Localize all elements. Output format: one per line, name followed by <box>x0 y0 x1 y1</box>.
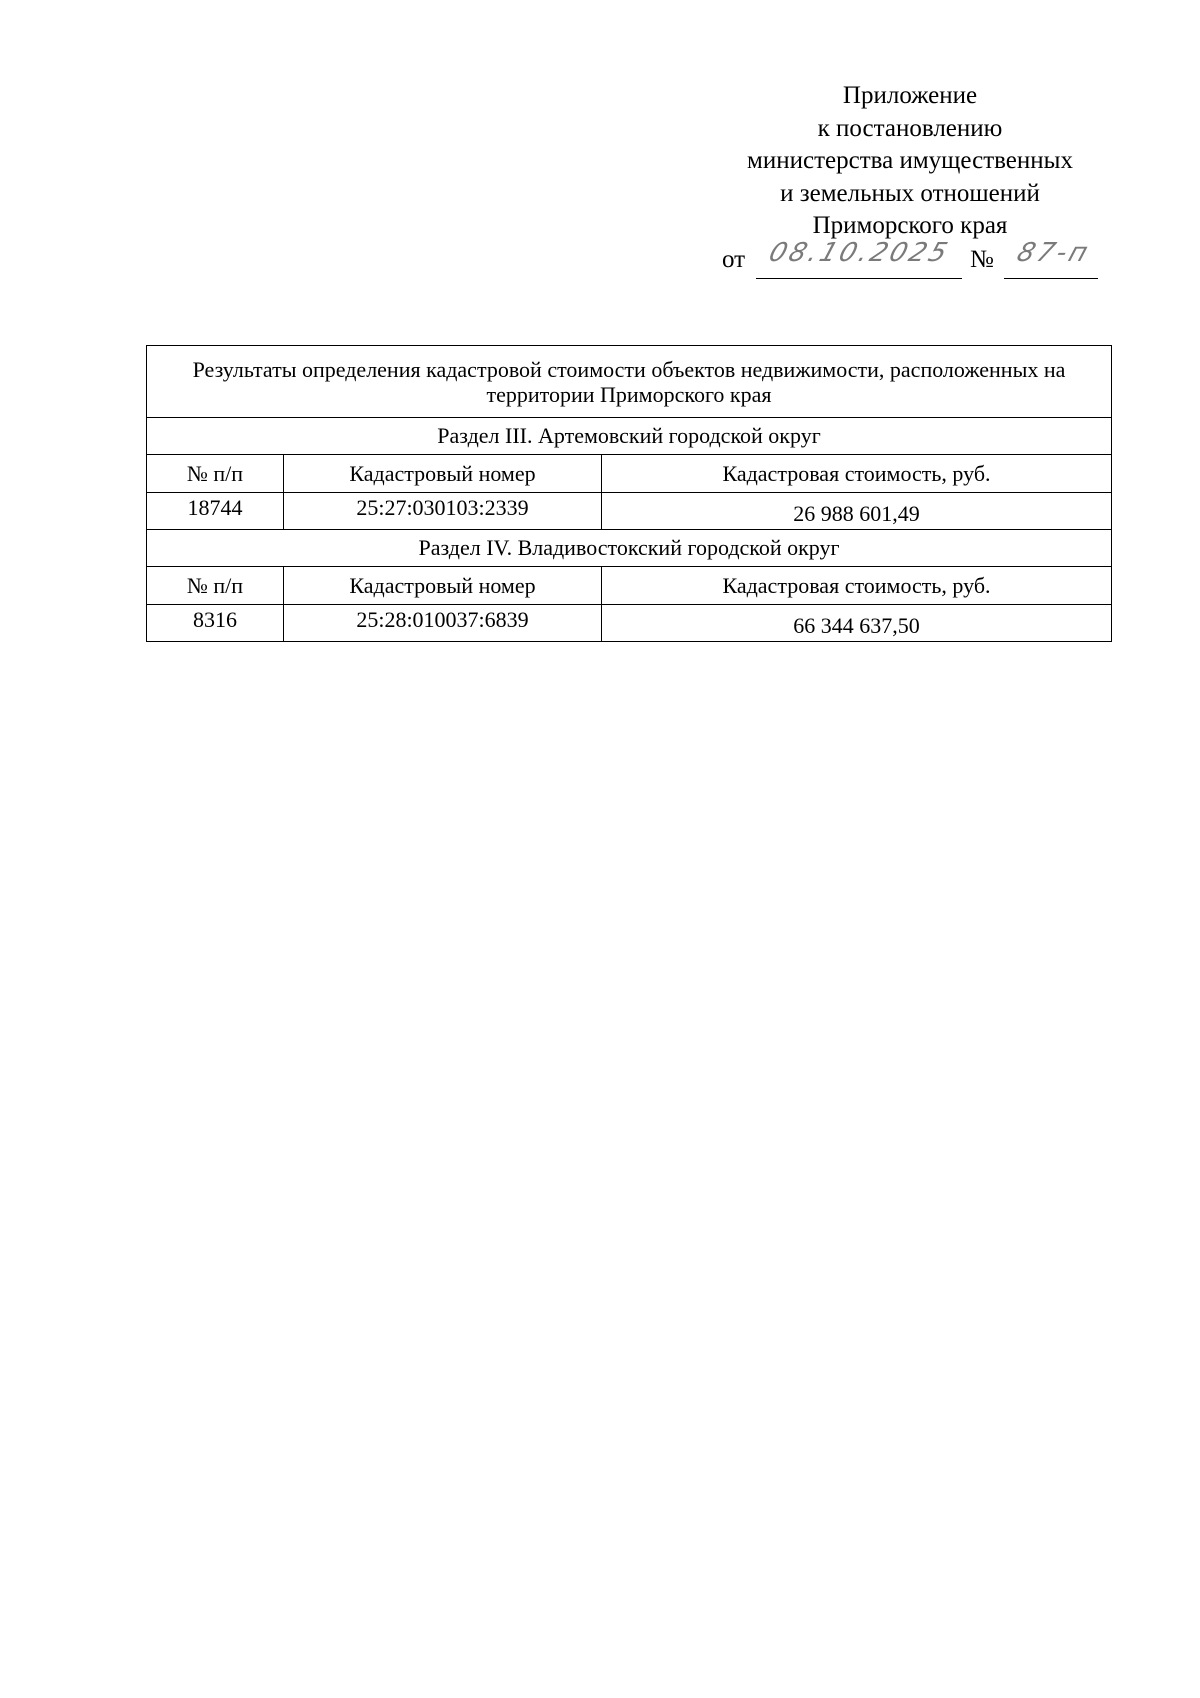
row-cadastral-value: 26 988 601,49 <box>602 493 1112 530</box>
table-row <box>147 493 1112 530</box>
column-header-row <box>147 567 1112 605</box>
date-underline <box>756 278 962 279</box>
handwritten-date: 08.10.2025 <box>765 238 954 268</box>
appendix-header <box>700 80 1120 243</box>
appendix-title: Приложение <box>842 82 978 109</box>
row-cadastral-value: 66 344 637,50 <box>602 605 1112 642</box>
number-prefix: № <box>970 246 994 273</box>
section-heading: Раздел III. Артемовский городской округ <box>147 418 1112 455</box>
row-num: 8316 <box>147 605 284 642</box>
handwritten-number: 87-п <box>1013 238 1095 268</box>
column-header-cadastral-value: Кадастровая стоимость, руб. <box>602 455 1112 493</box>
section-heading: Раздел IV. Владивостокский городской округ <box>147 530 1112 567</box>
column-header-cadastral-value: Кадастровая стоимость, руб. <box>602 567 1112 605</box>
cadastral-value-table <box>146 345 1112 642</box>
table-title: Результаты определения кадастровой стоимости объектов недвижимости, расположенных на территории Приморского края <box>147 346 1112 418</box>
appendix-line-4: и земельных отношений <box>780 179 1040 207</box>
column-header-num: № п/п <box>147 455 284 493</box>
column-header-cadastral-number: Кадастровый номер <box>284 455 602 493</box>
column-header-row <box>147 455 1112 493</box>
table-row <box>147 605 1112 642</box>
column-header-num: № п/п <box>147 567 284 605</box>
appendix-line-2: к постановлению <box>817 114 1003 142</box>
row-cadastral-number: 25:27:030103:2339 <box>284 493 602 530</box>
date-prefix: от <box>722 246 746 273</box>
row-cadastral-number: 25:28:010037:6839 <box>284 605 602 642</box>
number-underline <box>1004 278 1098 279</box>
appendix-line-3: министерства имущественных <box>747 147 1073 174</box>
column-header-cadastral-number: Кадастровый номер <box>284 567 602 605</box>
appendix-line-5: Приморского края <box>812 212 1008 239</box>
row-num: 18744 <box>147 493 284 530</box>
